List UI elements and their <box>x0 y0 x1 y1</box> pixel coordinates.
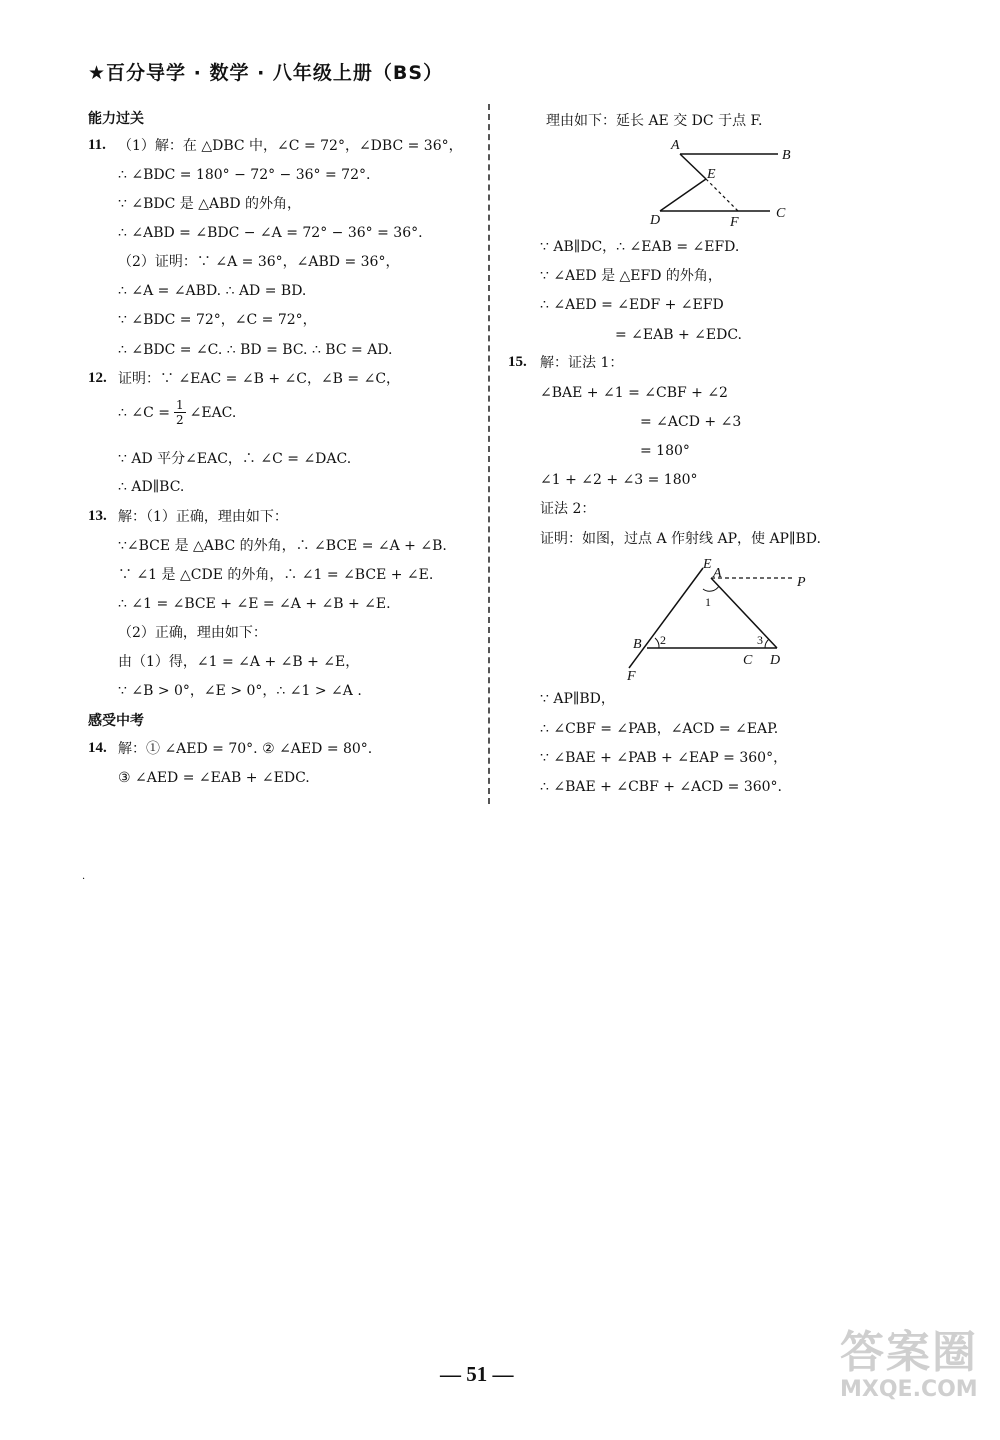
q13-line: （2）正确，理由如下： <box>118 625 267 641</box>
q11-line: ∵ ∠BDC 是 △ABD 的外角， <box>118 196 302 212</box>
fraction <box>174 398 186 427</box>
fraction-numerator: 1 <box>175 398 184 412</box>
label-B: B <box>782 148 791 163</box>
proof-line: ∵ AP∥BD， <box>540 691 615 707</box>
label-F: F <box>730 215 739 230</box>
q15-line: 解：证法 1： <box>540 355 624 371</box>
q13-line: ∴ ∠1 = ∠BCE + ∠E = ∠A + ∠B + ∠E. <box>118 596 391 612</box>
q14-reason-intro: 理由如下：延长 AE 交 DC 于点 F. <box>546 113 763 129</box>
angle-arc-2 <box>655 638 659 648</box>
segment-ac <box>711 578 777 648</box>
label-E: E <box>707 167 716 182</box>
watermark-top: 答案圈 <box>840 1327 978 1378</box>
line-fe <box>629 568 703 668</box>
q15-line: = 180° <box>640 443 690 459</box>
proof-line: ∴ ∠CBF = ∠PAB，∠ACD = ∠EAP. <box>540 721 779 737</box>
q14-line: ③ ∠AED = ∠EAB + ∠EDC. <box>118 770 310 786</box>
label-C: C <box>743 653 753 668</box>
label-angle-2: 2 <box>660 633 666 647</box>
label-E: E <box>703 557 712 572</box>
page-number: — 51 — <box>440 1362 514 1386</box>
segment-ae <box>680 154 706 179</box>
q11-line: ∴ ∠BDC = ∠C. ∴ BD = BC. ∴ BC = AD. <box>118 342 393 358</box>
label-D: D <box>770 653 781 668</box>
label-A: A <box>671 138 680 153</box>
q11-line: （1）解：在 △DBC 中，∠C = 72°，∠DBC = 36°， <box>118 138 463 154</box>
watermark-bottom: MXQE.COM <box>840 1377 978 1402</box>
watermark-logo <box>840 1328 978 1402</box>
label-B: B <box>633 637 642 652</box>
q13-line: ∵∠BCE 是 △ABC 的外角，∴ ∠BCE = ∠A + ∠B. <box>118 538 447 554</box>
label-angle-1: 1 <box>705 595 711 609</box>
label-C: C <box>776 206 786 221</box>
proof-line: ∴ ∠BAE + ∠CBF + ∠ACD = 360°. <box>540 779 782 795</box>
q12-line: ∵ AD 平分∠EAC，∴ ∠C = ∠DAC. <box>118 451 352 467</box>
question-number-14: 14. <box>88 740 107 756</box>
question-number-12: 12. <box>88 370 107 386</box>
reason-line: ∵ ∠AED 是 △EFD 的外角， <box>540 268 722 284</box>
q13-line: ∵ ∠B > 0°，∠E > 0°，∴ ∠1 > ∠A . <box>118 683 362 699</box>
q11-line: ∴ ∠ABD = ∠BDC − ∠A = 72° − 36° = 36°. <box>118 225 423 241</box>
q15-line: ∠1 + ∠2 + ∠3 = 180° <box>540 472 698 488</box>
q14-line: 解：① ∠AED = 70°. ② ∠AED = 80°. <box>118 741 373 757</box>
q15-line: = ∠ACD + ∠3 <box>640 414 742 430</box>
q11-line: ∵ ∠BDC = 72°，∠C = 72°， <box>118 312 317 328</box>
reason-line: ∴ ∠AED = ∠EDF + ∠EFD <box>540 297 724 313</box>
section-heading-exam: 感受中考 <box>88 713 144 729</box>
q12-frac-post: ∠EAC. <box>189 404 237 421</box>
q12-line: 证明：∵ ∠EAC = ∠B + ∠C，∠B = ∠C， <box>118 371 401 387</box>
q15-line: 证明：如图，过点 A 作射线 AP，使 AP∥BD. <box>540 531 821 547</box>
label-angle-3: 3 <box>757 633 763 647</box>
q13-line: 由（1）得，∠1 = ∠A + ∠B + ∠E， <box>118 654 360 670</box>
q13-line: 解：（1）正确，理由如下： <box>118 509 288 525</box>
label-A: A <box>713 566 722 581</box>
label-D: D <box>650 213 661 228</box>
q15-line: 证法 2： <box>540 501 596 517</box>
reason-line: ∵ AB∥DC，∴ ∠EAB = ∠EFD. <box>540 239 740 255</box>
fraction-denominator: 2 <box>175 413 184 427</box>
segment-ef-dashed <box>706 179 738 211</box>
proof-line: ∵ ∠BAE + ∠PAB + ∠EAP = 360°， <box>540 750 788 766</box>
figure-parallel-lines <box>640 134 800 234</box>
section-heading-ability: 能力过关 <box>88 111 144 127</box>
label-F: F <box>627 669 636 682</box>
reason-line: = ∠EAB + ∠EDC. <box>615 327 742 343</box>
label-P: P <box>797 575 806 590</box>
question-number-15: 15. <box>508 354 527 370</box>
q15-line: ∠BAE + ∠1 = ∠CBF + ∠2 <box>540 385 728 401</box>
page-header-title: ★百分导学 · 数学 · 八年级上册（BS） <box>88 62 444 84</box>
question-number-13: 13. <box>88 508 107 524</box>
q13-line: ∵ ∠1 是 △CDE 的外角，∴ ∠1 = ∠BCE + ∠E. <box>118 567 434 583</box>
q11-line: ∴ ∠BDC = 180° − 72° − 36° = 72°. <box>118 167 371 183</box>
q11-line: （2）证明：∵ ∠A = 36°，∠ABD = 36°， <box>118 254 400 270</box>
q12-fraction-line <box>118 398 236 427</box>
segment-ed <box>660 179 706 211</box>
stray-dot: · <box>82 874 86 885</box>
q12-frac-pre: ∴ ∠C = <box>118 404 170 421</box>
figure-triangle <box>615 556 815 682</box>
q12-line: ∴ AD∥BC. <box>118 479 185 495</box>
q11-line: ∴ ∠A = ∠ABD. ∴ AD = BD. <box>118 283 307 299</box>
angle-arc-1 <box>703 586 719 591</box>
question-number-11: 11. <box>88 137 106 153</box>
angle-arc-3 <box>765 639 769 648</box>
column-divider <box>488 104 490 804</box>
